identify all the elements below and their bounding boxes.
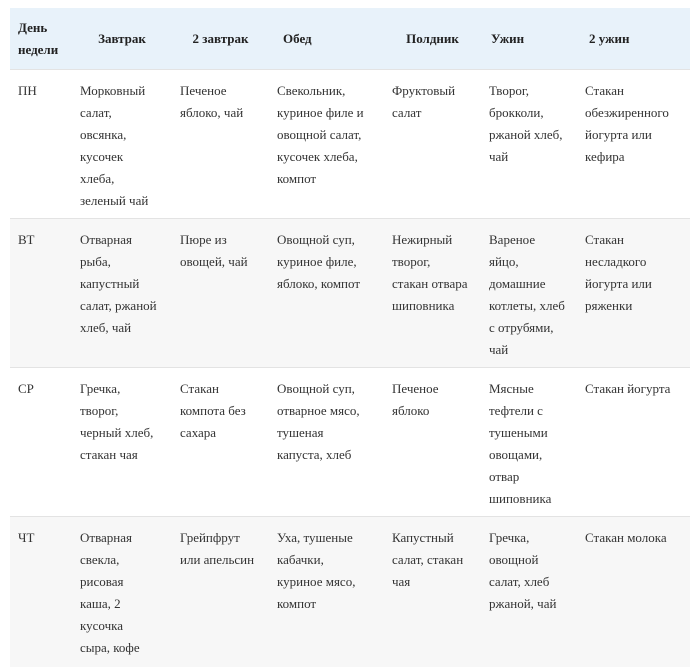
cell-dinner: Гречка, овощной салат, хлеб ржаной, чай	[481, 517, 577, 667]
cell-dinner: Мясные тефтели с тушеными овощами, отвар шиповника	[481, 368, 577, 517]
row-day: СР	[10, 368, 72, 517]
header-breakfast: Завтрак	[72, 8, 172, 70]
header-lunch: Обед	[269, 8, 384, 70]
cell-second-dinner: Стакан несладкого йогурта или ряженки	[577, 219, 690, 368]
cell-lunch: Овощной суп, куриное филе, яблоко, компот	[269, 219, 384, 368]
header-day: День недели	[10, 8, 72, 70]
cell-lunch: Свекольник, куриное филе и овощной салат, кусочек хлеба, компот	[269, 70, 384, 219]
table-row	[10, 517, 690, 667]
row-day: ЧТ	[10, 517, 72, 667]
cell-second-breakfast: Пюре из овощей, чай	[172, 219, 269, 368]
cell-dinner: Творог, брокколи, ржаной хлеб, чай	[481, 70, 577, 219]
cell-second-dinner: Стакан обезжиренного йогурта или кефира	[577, 70, 690, 219]
header-second-dinner: 2 ужин	[577, 8, 690, 70]
table-row	[10, 368, 690, 517]
cell-breakfast: Отварная свекла, рисовая каша, 2 кусочка сыра, кофе	[72, 517, 172, 667]
cell-second-dinner: Стакан йогурта	[577, 368, 690, 517]
cell-second-dinner: Стакан молока	[577, 517, 690, 667]
header-second-breakfast: 2 завтрак	[172, 8, 269, 70]
cell-breakfast: Гречка, творог, черный хлеб, стакан чая	[72, 368, 172, 517]
cell-breakfast: Отварная рыба, капустный салат, ржаной хлеб, чай	[72, 219, 172, 368]
table-header	[10, 8, 690, 70]
cell-afternoon-snack: Фруктовый салат	[384, 70, 481, 219]
cell-afternoon-snack: Печеное яблоко	[384, 368, 481, 517]
table-row	[10, 70, 690, 219]
cell-breakfast: Морковный салат, овсянка, кусочек хлеба, зеленый чай	[72, 70, 172, 219]
cell-afternoon-snack: Капустный салат, стакан чая	[384, 517, 481, 667]
cell-lunch: Овощной суп, отварное мясо, тушеная капуста, хлеб	[269, 368, 384, 517]
cell-second-breakfast: Грейпфрут или апельсин	[172, 517, 269, 667]
row-day: ПН	[10, 70, 72, 219]
weekly-meal-plan-table	[10, 8, 690, 667]
header-dinner: Ужин	[481, 8, 577, 70]
table-row	[10, 219, 690, 368]
cell-afternoon-snack: Нежирный творог, стакан отвара шиповника	[384, 219, 481, 368]
table-body	[10, 70, 690, 667]
cell-second-breakfast: Стакан компота без сахара	[172, 368, 269, 517]
header-afternoon-snack: Полдник	[384, 8, 481, 70]
row-day: ВТ	[10, 219, 72, 368]
cell-lunch: Уха, тушеные кабачки, куриное мясо, компот	[269, 517, 384, 667]
cell-second-breakfast: Печеное яблоко, чай	[172, 70, 269, 219]
header-row	[10, 8, 690, 70]
cell-dinner: Вареное яйцо, домашние котлеты, хлеб с отрубями, чай	[481, 219, 577, 368]
